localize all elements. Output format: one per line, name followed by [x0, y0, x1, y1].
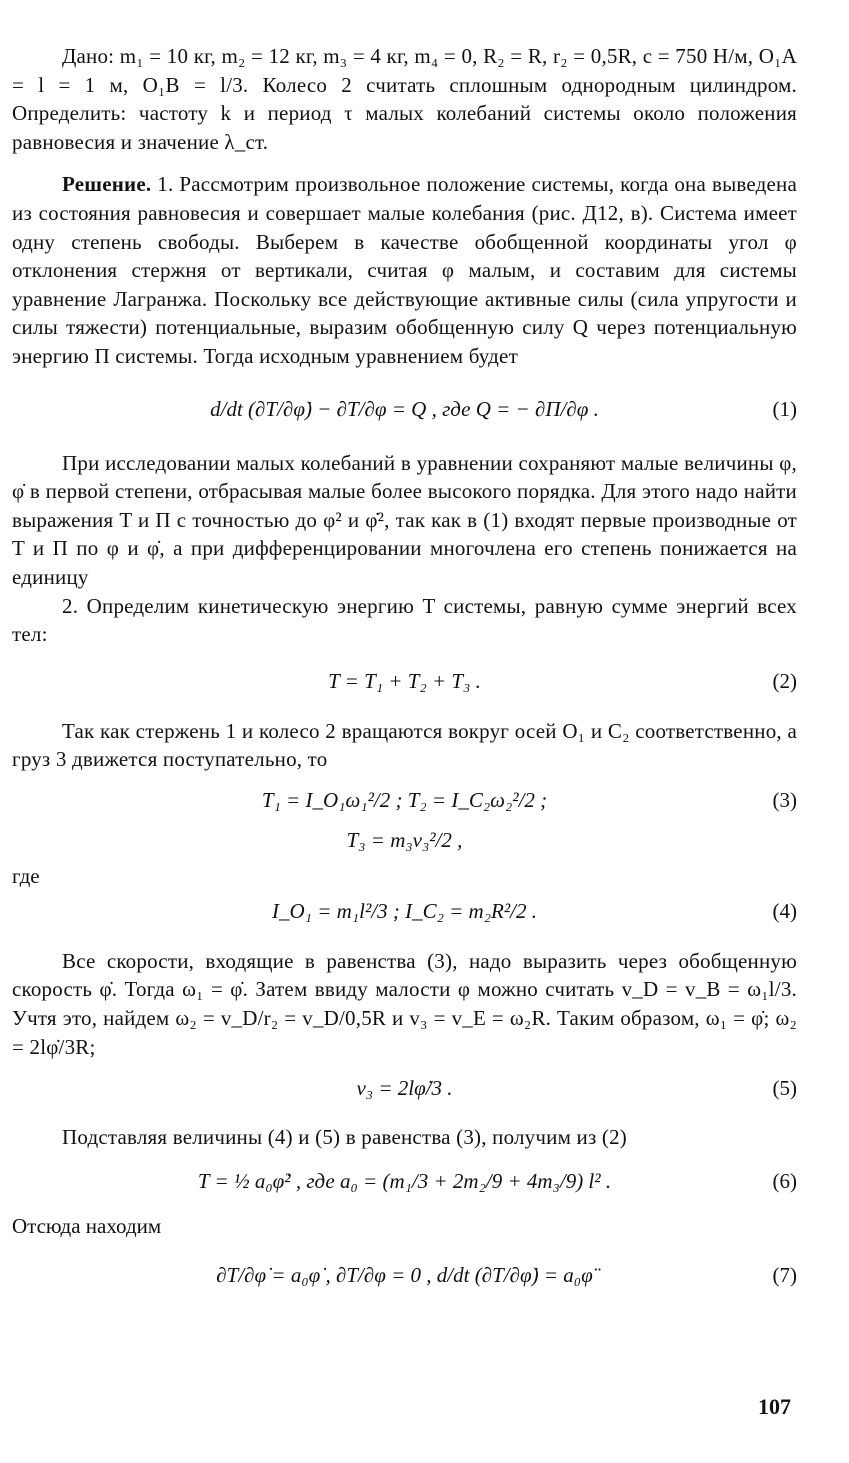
solution-text: 1. Рассмотрим произвольное положение системы, когда она выведена из состояния равновесия и совершает малые колебания (рис. Д12, в). Система имеет одну степень свободы. Выберем в качестве обобщенной координаты угол φ отклонения стержня от вертикали, считая φ малым, и составим для системы уравнение Лагранжа. Поскольку все действующие активные силы (сила упругости и силы тяжести) потенциальные, выразим обобщенную силу Q через потенциальную энергию П системы. Тогда исходным уравнением будет — [12, 172, 797, 368]
hence-label: Отсюда находим — [12, 1213, 162, 1238]
equation-6 — [12, 1156, 797, 1208]
solution-label: Решение. — [62, 172, 152, 197]
equation-3-number: (3) — [772, 788, 797, 813]
velocities-paragraph: Все скорости, входящие в равенства (3), надо выразить через обобщенную скорость φ̇. Тогда ω₁ = φ̇. Затем ввиду малости φ можно считать v_D = v_B = ω₁l/3. Учтя это, найдем ω₂ = v_D/r₂ = v_D/0,5R и v₃ = v_E = ω₂R. Таким образом, ω₁ = φ̇; ω₂ = 2lφ̇/3R; — [12, 948, 797, 1059]
equation-6-number: (6) — [772, 1169, 797, 1194]
equation-3b-body: T₃ = m₃v₃²/2 , — [346, 828, 463, 853]
substitution-paragraph: Подставляя величины (4) и (5) в равенства (3), получим из (2) — [62, 1125, 627, 1150]
where-label: где — [12, 863, 40, 888]
equation-7 — [12, 1249, 797, 1303]
equation-5-number: (5) — [772, 1075, 797, 1100]
equation-2 — [12, 661, 797, 703]
equation-2-number: (2) — [772, 669, 797, 694]
equation-1-number: (1) — [772, 397, 797, 422]
equation-4-body: I_O₁ = m₁l²/3 ; I_C₂ = m₂R²/2 . — [272, 899, 537, 924]
equation-5-body: v₃ = 2lφ̇/3 . — [356, 1075, 453, 1100]
equation-7-number: (7) — [772, 1263, 797, 1288]
given-paragraph: Дано: m₁ = 10 кг, m₂ = 12 кг, m₃ = 4 кг, m₄ = 0, R₂ = R, r₂ = 0,5R, c = 750 Н/м, O₁A = l = 1 м, O₁B = l/3. Колесо 2 считать сплошным однородным цилиндром. Определить: частоту k и период τ малых колебаний системы около положения равновесия и значение λ_ст. — [12, 44, 797, 154]
kinetic-energy-paragraph: 2. Определим кинетическую энергию T системы, равную сумме энергий всех тел: — [12, 593, 797, 647]
small-oscillations-paragraph: При исследовании малых колебаний в уравнении сохраняют малые величины φ, φ̇ в первой степени, отбрасывая малые более высокого порядка. Для этого надо найти выражения T и П с точностью до φ² и φ̇², так как в (1) входят первые производные от T и П по φ и φ̇, а при дифференцировании многочлена его степень понижается на единицу — [12, 450, 797, 589]
equation-4 — [12, 891, 797, 933]
equation-3a — [12, 784, 797, 818]
equation-1 — [12, 385, 797, 435]
equation-7-body: ∂T/∂φ̇ = a₀φ̇ , ∂T/∂φ = 0 , d/dt (∂T/∂φ̇) = a₀φ̈ — [216, 1263, 593, 1288]
equation-6-body: T = ½ a₀φ̇² , где a₀ = (m₁/3 + 2m₂/9 + 4m₃/9) l² . — [197, 1169, 612, 1194]
equation-3b — [12, 824, 797, 858]
equation-3a-body: T₁ = I_O₁ω₁²/2 ; T₂ = I_C₂ω₂²/2 ; — [261, 788, 548, 813]
equation-5 — [12, 1067, 797, 1109]
equation-1-body: d/dt (∂T/∂φ̇) − ∂T/∂φ = Q , где Q = − ∂П/∂φ . — [210, 397, 599, 422]
solution-paragraph — [12, 170, 797, 370]
page-number: 107 — [758, 1394, 791, 1419]
equation-2-body: T = T₁ + T₂ + T₃ . — [328, 669, 481, 694]
rotation-paragraph: Так как стержень 1 и колесо 2 вращаются вокруг осей O₁ и C₂ соответственно, а груз 3 движется поступательно, то — [12, 718, 797, 772]
equation-4-number: (4) — [772, 899, 797, 924]
